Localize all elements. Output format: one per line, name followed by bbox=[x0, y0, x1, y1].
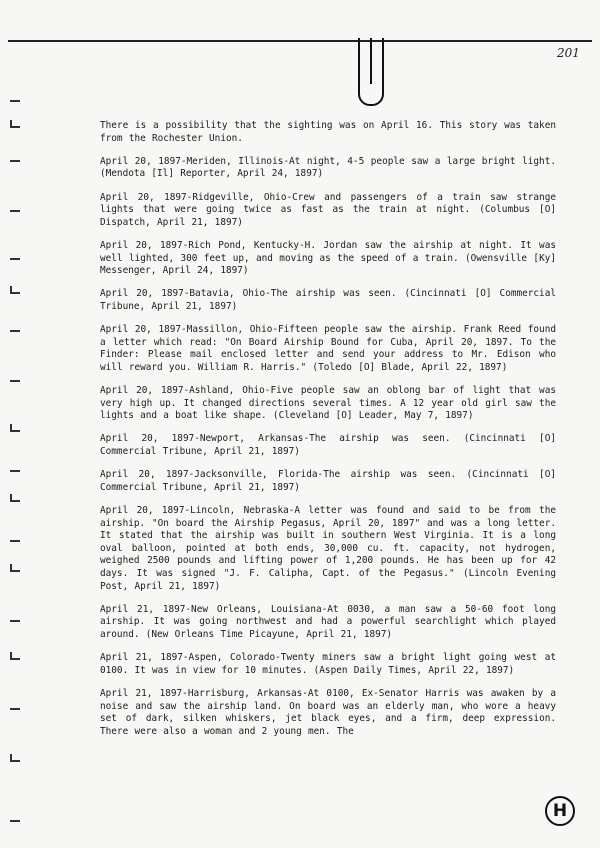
entry-massillon: April 20, 1897-Massillon, Ohio-Fifteen people saw the airship. Frank Reed found a letter which read: "On Board Airship Bound for Cuba, April 20, 1897. To the Finder: Please mail enclosed letter and send your address to Mr. Edison who will reward you. William R. Harris." (Toledo [O] Blade, April 22, 1897) bbox=[100, 324, 556, 373]
margin-tick bbox=[10, 258, 20, 260]
margin-tick bbox=[10, 760, 20, 762]
margin-tick bbox=[10, 470, 20, 472]
binder-clip-mark bbox=[358, 38, 384, 106]
margin-tick bbox=[10, 708, 20, 710]
entry-intro: There is a possibility that the sighting was on April 16. This story was taken from the Rochester Union. bbox=[100, 120, 556, 144]
top-rule bbox=[8, 40, 592, 42]
margin-tick bbox=[10, 500, 20, 502]
entry-rich-pond: April 20, 1897-Rich Pond, Kentucky-H. Jordan saw the airship at night. It was well lighted, 300 feet up, and moving as the speed of a train. (Owensville [Ky] Messenger, April 24, 1897) bbox=[100, 239, 556, 277]
margin-tick bbox=[10, 430, 20, 432]
margin-tick bbox=[10, 570, 20, 572]
margin-tick bbox=[10, 330, 20, 332]
entry-lincoln: April 20, 1897-Lincoln, Nebraska-A letter was found and said to be from the airship. "On board the Airship Pegasus, April 20, 1897" and was a long letter. It stated that the airship was built in southern West Virginia. It is a long oval balloon, pointed at both ends, 30,000 cu. ft. capacity, not hydrogen, weighed 2500 pounds and lifting power of 1,200 pounds. He has been up for 42 days. It was signed "J. F. Calipha, Capt. of the Pegasus." (Lincoln Evening Post, April 21, 1897) bbox=[100, 505, 556, 592]
document-body bbox=[100, 120, 556, 749]
margin-tick bbox=[10, 658, 20, 660]
entry-ashland: April 20, 1897-Ashland, Ohio-Five people saw an oblong bar of light that was very high up. It changed directions several times. A 12 year old girl saw the lights and a boat like shape. (Cleveland [O] Leader, May 7, 1897) bbox=[100, 385, 556, 422]
margin-tick bbox=[10, 210, 20, 212]
entry-aspen: April 21, 1897-Aspen, Colorado-Twenty miners saw a bright light going west at 0100. It was in view for 10 minutes. (Aspen Daily Times, April 22, 1897) bbox=[100, 652, 556, 676]
entry-ridgeville: April 20, 1897-Ridgeville, Ohio-Crew and passengers of a train saw strange lights that were going twice as fast as the train at night. (Columbus [O] Dispatch, April 21, 1897) bbox=[100, 191, 556, 228]
margin-tick bbox=[10, 540, 20, 542]
entry-newport: April 20, 1897-Newport, Arkansas-The airship was seen. (Cincinnati [O] Commercial Tribune, April 21, 1897) bbox=[100, 433, 556, 458]
entry-batavia: April 20, 1897-Batavia, Ohio-The airship was seen. (Cincinnati [O] Commercial Tribune, April 21, 1897) bbox=[100, 288, 556, 312]
margin-tick bbox=[10, 620, 20, 622]
handwritten-h-mark: H bbox=[545, 796, 575, 826]
margin-tick bbox=[10, 292, 20, 294]
left-margin-marks bbox=[10, 60, 30, 840]
margin-tick bbox=[10, 100, 20, 102]
entry-new-orleans: April 21, 1897-New Orleans, Louisiana-At 0030, a man saw a 50-60 foot long airship. It was going northwest and had a powerful searchlight which played around. (New Orleans Time Picayune, April 21, 1897) bbox=[100, 603, 556, 640]
margin-tick bbox=[10, 160, 20, 162]
entry-harrisburg: April 21, 1897-Harrisburg, Arkansas-At 0100, Ex-Senator Harris was awaken by a noise and saw the airship land. On board was an elderly man, who wore a heavy set of dark, silken whiskers, jet black eyes, and a firm, deep expression. There were also a woman and 2 young men. The bbox=[100, 687, 556, 737]
margin-tick bbox=[10, 380, 20, 382]
margin-tick bbox=[10, 820, 20, 822]
entry-meriden: April 20, 1897-Meriden, Illinois-At night, 4-5 people saw a large bright light. (Mendota [Il] Reporter, April 24, 1897) bbox=[100, 155, 556, 180]
entry-jacksonville: April 20, 1897-Jacksonville, Florida-The airship was seen. (Cincinnati [O] Commercial Tribune, April 21, 1897) bbox=[100, 469, 556, 493]
page-number: 201 bbox=[557, 46, 580, 60]
margin-tick bbox=[10, 126, 20, 128]
